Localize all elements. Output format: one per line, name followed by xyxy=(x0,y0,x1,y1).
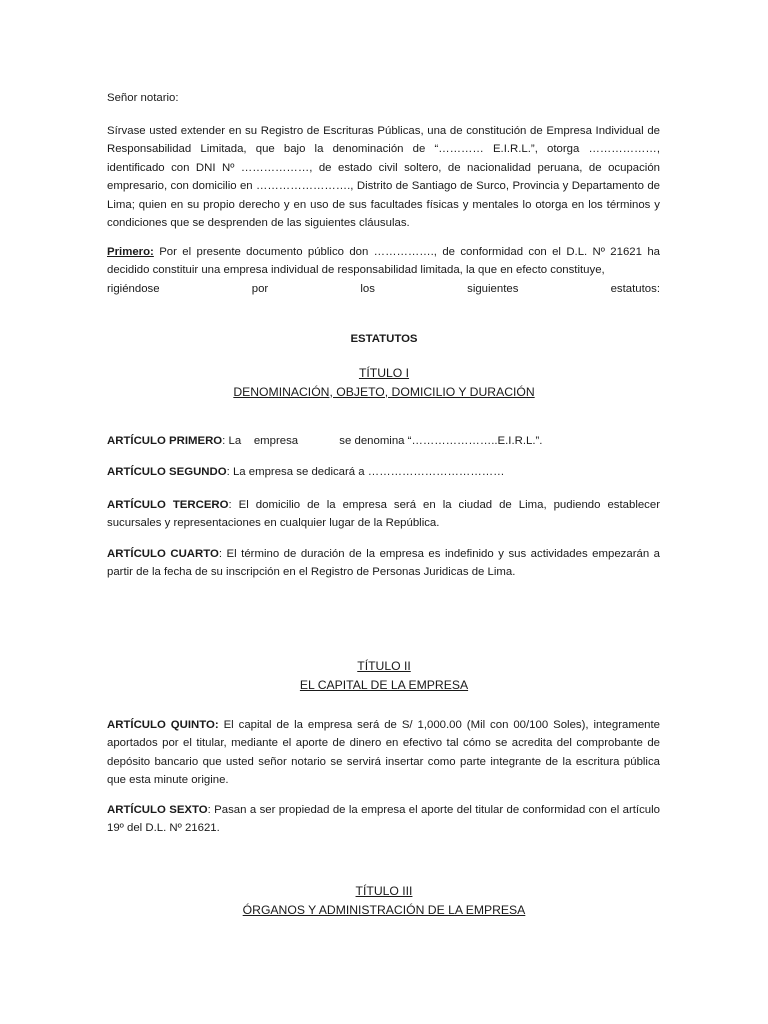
articulo-segundo xyxy=(107,466,660,478)
titulo-3-number: TÍTULO III xyxy=(355,884,413,898)
salutation: Señor notario: xyxy=(107,92,179,104)
titulo-3 xyxy=(0,882,768,919)
primero-paragraph xyxy=(107,243,660,280)
articulo-segundo-label: ARTÍCULO SEGUNDO xyxy=(107,466,227,478)
articulo-cuarto xyxy=(107,545,660,582)
titulo-1-name: DENOMINACIÓN, OBJETO, DOMICILIO Y DURACIÓN xyxy=(233,384,535,399)
articulo-quinto xyxy=(107,716,660,790)
titulo-1 xyxy=(0,364,768,401)
titulo-2-name: EL CAPITAL DE LA EMPRESA xyxy=(299,677,469,692)
articulo-sexto-label: ARTÍCULO SEXTO xyxy=(107,804,208,816)
articulo-tercero xyxy=(107,496,660,533)
articulo-primero xyxy=(107,435,660,447)
primero-label: Primero: xyxy=(107,246,154,258)
titulo-2 xyxy=(0,657,768,694)
articulo-primero-text: : La empresa se denomina “…………………..E.I.R.L.”. xyxy=(222,435,543,447)
primero-text: Por el presente documento público don ……………., de conformidad con el D.L. Nº 21621 ha decidido constituir una empresa individual de responsabilidad limitada, la que en efecto constituye, xyxy=(107,246,660,277)
articulo-cuarto-label: ARTÍCULO CUARTO xyxy=(107,548,219,560)
intro-text-part2: ocupación empresario, con domicilio en ……………………., Distrito de Santiago de Surco, Provincia y Departamento de Lima; quien en su propio derecho y en uso de sus facultades físicas y mentales lo otorga en los términos y condiciones que se desprenden de las siguientes cláusulas. xyxy=(107,161,660,230)
articulo-primero-label: ARTÍCULO PRIMERO xyxy=(107,435,223,447)
estatutos-heading-text: ESTATUTOS xyxy=(350,333,418,345)
articulo-tercero-text: : El domicilio de la empresa será en la ciudad de Lima, pudiendo establecer sucursales y representaciones en cualquier lugar de la República. xyxy=(107,499,661,530)
articulo-quinto-label: ARTÍCULO QUINTO: xyxy=(107,719,219,731)
estatutos-heading xyxy=(0,333,768,345)
articulo-segundo-text: : La empresa se dedicará a ……………………………… xyxy=(226,466,505,478)
articulo-quinto-text: El capital de la empresa será de S/ 1,000.00 (Mil con 00/100 Soles), integramente aportados por el titular, mediante el aporte de dinero en efectivo tal cómo se acredita del comprobante de depósito bancario que usted señor notario se servirá insertar como parte integrante de la escritura pública que esta minute origine. xyxy=(107,719,660,787)
titulo-2-number: TÍTULO II xyxy=(357,659,411,673)
articulo-cuarto-text: : El término de duración de la empresa es indefinido y sus actividades empezarán a partir de la fecha de su inscripción en el Registro de Personas Juridicas de Lima. xyxy=(107,548,660,579)
intro-paragraph xyxy=(107,122,660,232)
titulo-1-number: TÍTULO I xyxy=(358,366,410,380)
primero-last-line: rigiéndose por los siguientes estatutos: xyxy=(107,282,660,295)
primero-clause xyxy=(107,243,660,298)
intro-text-part1: Sírvase usted extender en su Registro de Escrituras Públicas, una de constitución de Empresa Individual de Responsabilidad Limitada, que bajo la denominación de “………… E.I.R.L.”, otorga ………………, identificado con DNI Nº ………………, de estado civil soltero, de nacionalidad peruana, de xyxy=(107,125,660,174)
titulo-3-name: ÓRGANOS Y ADMINISTRACIÓN DE LA EMPRESA xyxy=(242,902,526,917)
articulo-sexto xyxy=(107,801,660,838)
articulo-tercero-label: ARTÍCULO TERCERO xyxy=(107,499,229,511)
articulo-sexto-text: : Pasan a ser propiedad de la empresa el aporte del titular de conformidad con el artículo 19º del D.L. Nº 21621. xyxy=(107,804,660,835)
